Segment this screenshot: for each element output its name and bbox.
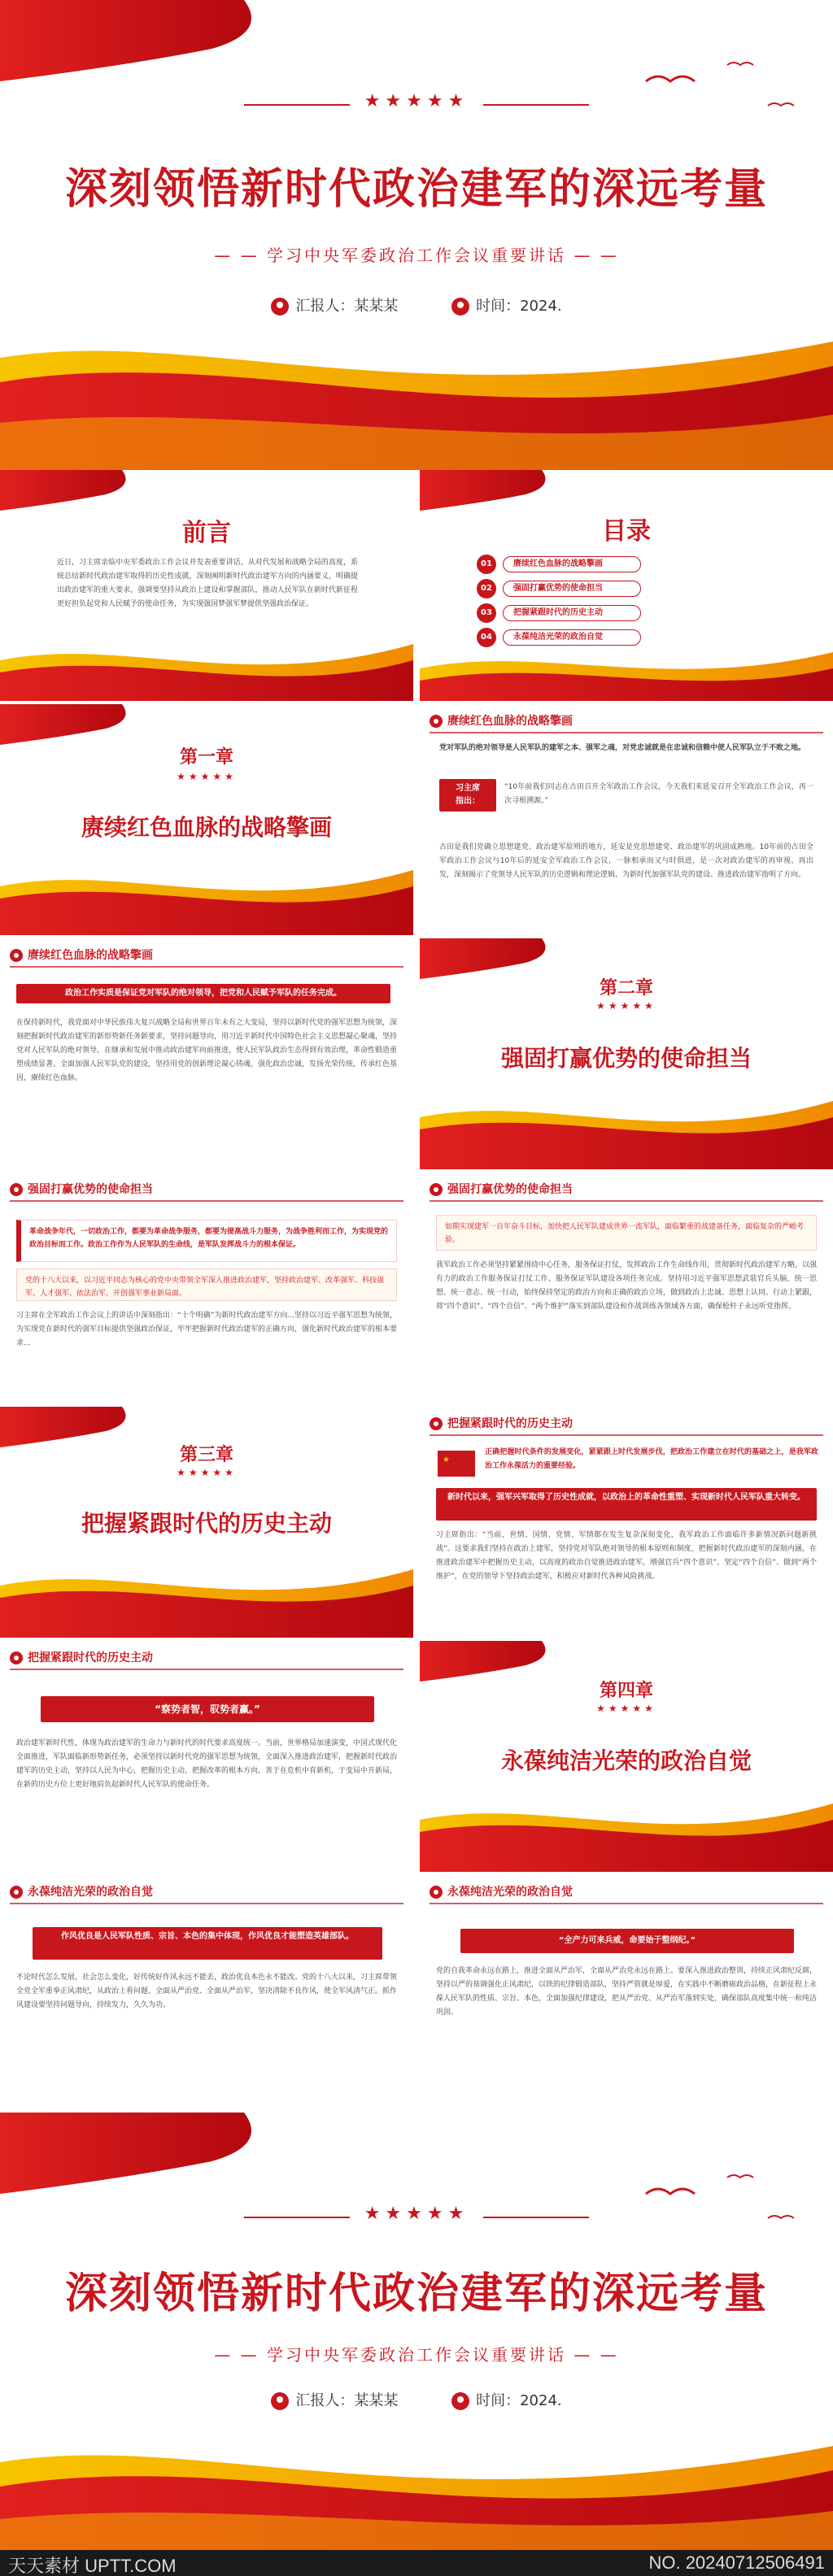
cover-meta (0, 294, 833, 315)
wave-decoration (420, 644, 833, 701)
quote-text: “10年前我们同志在古田召开全军政治工作会议，今天我们来延安召开全军政治工作会议，再一次寻根溯源。” (504, 783, 813, 805)
body-text: 习主席在全军政治工作会议上的讲话中深刻指出：“十个明确”为新时代政治建军方向...坚持以习近平强军思想为统领，为实现党在新时代的强军目标提供坚强政治保证，牢牢把握新时代政治建军的正确方向，强化新时代政治建军的根本要求... (16, 1312, 398, 1347)
cover-subtitle: — — 学习中央军委政治工作会议重要讲话 — — (214, 2345, 619, 2365)
red-flag-decoration (420, 470, 566, 511)
chapter4-cover (420, 1641, 833, 1872)
red-flag-decoration (0, 704, 146, 745)
reporter-text: 汇报人：某某某 (295, 2392, 399, 2409)
toc-label: 永葆纯洁光荣的政治自觉 (503, 629, 641, 646)
chapter-title: 强固打赢优势的使命担当 (500, 1045, 752, 1072)
chapter3-content-2 (0, 1641, 413, 1872)
divider (430, 1434, 823, 1436)
bullet-icon (430, 1886, 443, 1899)
chapter4-content-2 (420, 1875, 833, 2106)
chapter3-cover (0, 1407, 413, 1638)
section-header (10, 1181, 153, 1197)
clock-icon (451, 2392, 469, 2410)
body-text: 我军政治工作必须坚持紧紧围绕中心任务，服务保证打仗，发挥政治工作生命线作用，贯彻新时代政治建军方略，以强有力的政治工作服务保证打仗工作、服务保证军队建设各项任务完成。坚持用习近平强军思想武装官兵头脑，统一思想、统一意志、统一行动，始终保持坚定的政治方向和正确的政治立场，做到政治上忠诚、思想上认同、行动上紧跟，将“四个意识”、“四个自信”、“两个维护”落实到部队建设和作战训练各领域各方面，确保枪杆子永远听党指挥。 (436, 1261, 818, 1311)
red-flag-decoration (420, 1641, 566, 1682)
body-text: 政治建军新时代性，体现为政治建军的生命力与新时代的时代要求高度统一。当前，世界格局加速演变，中国式现代化全面推进，军队面临新形势新任务，必须坚持以新时代党的强军思想为统领，全面深入推进政治建军，把握新时代政治建军的历史主动，坚持以人民为中心，把握历史主动，把握改革的根本方向，善于在危机中育新机，于变局中开新局，在新的历史方位上更好地肩负起新时代人民军队的使命任务。 (16, 1739, 398, 1789)
section-header (430, 1181, 573, 1197)
toc-slide (420, 470, 833, 701)
chapter-title: 把握紧跟时代的历史主动 (81, 1510, 332, 1537)
banner: 新时代以来，强军兴军取得了历史性成就，以政治上的革命性重塑、实现新时代人民军队重大转变。 (436, 1488, 817, 1521)
section-label: 把握紧跟时代的历史主动 (447, 1417, 573, 1430)
body-text: 在保持新时代，我党面对中华民族伟大复兴战略全局和世界百年未有之大变局，坚持以新时代党的强军思想为统领，深刻把握新时代政治建军的新形势新任务新要求，坚持问题导向，用习近平新时代中国特色社会主义思想凝心聚魂，坚持党对人民军队的绝对领导，在继承和发展中推动政治建军向前推进，使人民军队政治生态得到有效治理，革命性锻造重塑成绩显著。全面加强人民军队党的建设，坚持用党的创新理论凝心铸魂，强化政治忠诚，发扬光荣传统，传承红色基因，赓续红色血脉。 (16, 1019, 398, 1082)
body-text: 党的自我革命永远在路上，推进全面从严治军，全面从严治党永远在路上。要深入推进政治整训，持续正风肃纪反腐，坚持以严的基调强化正风肃纪，以铁的纪律锻造部队，坚持严管就是厚爱，在实践中不断磨砺政治品格，在新征程上永葆人民军队的性质、宗旨、本色，全面加强纪律建设，把从严治党、从严治军落到实处，确保部队高度集中统一和纯洁巩固。 (436, 1967, 818, 2017)
banner-text: 党对军队的绝对领导是人民军队的建军之本、强军之魂，对党忠诚就是在忠诚和信赖中使人民军队立于不败之地。 (439, 744, 806, 752)
chapter1-content-2 (0, 938, 413, 1169)
banner: “全产力可来兵威，命要始于整纲纪。” (460, 1929, 794, 1953)
chapter-number: 第四章 (599, 1681, 653, 1701)
highlight-box: 如期实现建军一百年奋斗目标，加快把人民军队建成世界一流军队，面临繁重的战建备任务，面临复杂的严峻考验。 (436, 1215, 817, 1251)
chapter-number: 第一章 (179, 747, 233, 768)
bullet-icon (430, 1417, 443, 1430)
cover-title: 深刻领悟新时代政治建军的深远考量 (64, 2269, 768, 2318)
banner: “察势者智，驭势者赢。” (41, 1696, 374, 1722)
stars-row: ★★★★★ (177, 771, 237, 782)
divider (10, 1903, 403, 1904)
chapter2-cover (420, 938, 833, 1169)
stars-row: ★★★★★ (364, 91, 469, 111)
toc-label: 把握紧跟时代的历史主动 (503, 605, 641, 621)
section-header (10, 1883, 153, 1899)
reporter-text: 汇报人：某某某 (295, 298, 399, 315)
chapter-number: 第三章 (179, 1445, 233, 1465)
toc-number: 03 (477, 603, 496, 623)
red-flag-decoration (0, 0, 293, 81)
toc-title: 目录 (602, 517, 651, 546)
chapter2-content (0, 1173, 413, 1403)
preface-text: 近日，习主席亲临中央军委政治工作会议并发表重要讲话，从对代发展和战略全局的高度，系统总结新时代政治建军取得的历史性成就，深刻阐明新时代政治建军方向的内涵要义，明确提出政治建军的重大要求。强调要坚持从政治上建设和掌握部队，推动人民军队在新时代新征程更好担负起党和人民赋予的使命任务，为实现强国梦强军梦提供坚强政治保证。 (57, 559, 358, 608)
preface-slide (0, 470, 413, 701)
red-flag-decoration (420, 938, 566, 979)
toc-item[interactable] (477, 603, 778, 623)
divider (430, 1903, 823, 1904)
bullet-icon (10, 949, 23, 962)
section-header (430, 1883, 573, 1899)
time-text: 时间：2024. (476, 2392, 562, 2409)
section-label: 赓续红色血脉的战略擎画 (28, 949, 153, 962)
bullet-icon (10, 1886, 23, 1899)
section-label: 永葆纯洁光荣的政治自觉 (447, 1886, 573, 1899)
section-label: 赓续红色血脉的战略擎画 (447, 715, 573, 728)
divider (430, 732, 823, 733)
birds-decoration (630, 2161, 809, 2243)
section-header (430, 712, 573, 729)
bullet-icon (430, 715, 443, 728)
section-header (10, 946, 153, 963)
chapter1-content (420, 704, 833, 935)
stars-row: ★★★★★ (596, 1703, 656, 1714)
divider (10, 1200, 403, 1202)
watermark-footer (0, 2550, 833, 2576)
chapter2-content-2 (420, 1173, 833, 1403)
user-icon (271, 298, 289, 315)
highlight-box: 革命战争年代，一切政治工作，都要为革命战争服务，都要为提高战斗力服务，为战争胜利而工作，为实现党的政治目标而工作。政治工作作为人民军队的生命线，是军队发挥战斗力的根本保证。 (16, 1220, 397, 1262)
toc-number: 01 (477, 555, 496, 574)
chapter-number: 第二章 (599, 978, 653, 999)
stars-line-right (483, 2217, 589, 2218)
toc-item[interactable] (477, 579, 778, 598)
cover-slide (0, 0, 833, 470)
wave-decoration (0, 325, 833, 470)
chapter4-content (0, 1875, 413, 2106)
time-text: 时间：2024. (476, 298, 562, 315)
wave-decoration (420, 1093, 833, 1169)
red-flag-decoration (0, 470, 146, 511)
user-icon (271, 2392, 289, 2410)
section-label: 强固打赢优势的使命担当 (28, 1183, 153, 1196)
chapter1-cover (0, 704, 413, 935)
divider (10, 1669, 403, 1670)
wave-decoration (0, 1561, 413, 1638)
svg-text:★: ★ (443, 1456, 450, 1464)
toc-label: 强固打赢优势的使命担当 (503, 581, 641, 597)
section-header (10, 1649, 153, 1665)
wave-decoration (0, 862, 413, 935)
divider (430, 1200, 823, 1202)
wave-decoration (0, 636, 413, 701)
watermark-right: NO. 20240712506491 (648, 2552, 825, 2573)
preface-title: 前言 (182, 519, 231, 547)
wave-decoration (0, 2430, 833, 2550)
banner: 政治工作实质是保证党对军队的绝对领导，把党和人民赋予军队的任务完成。 (16, 984, 390, 1003)
highlight-text: 正确把握时代条件的发展变化，紧紧跟上时代发展步伐，把政治工作建立在时代的基础之上，是我军政治工作永葆活力的重要经验。 (485, 1448, 818, 1470)
stars-row: ★★★★★ (364, 2204, 469, 2224)
watermark-left: 天天素材 UPTT.COM (8, 2556, 177, 2576)
stars-row: ★★★★★ (177, 1467, 237, 1478)
chapter-title: 赓续红色血脉的战略擎画 (81, 814, 332, 841)
bullet-icon (10, 1183, 23, 1196)
closing-slide (0, 2113, 833, 2550)
birds-decoration (630, 49, 809, 130)
toc-item[interactable] (477, 555, 778, 574)
stars-row: ★★★★★ (596, 1000, 656, 1012)
cover-subtitle: — — 学习中央军委政治工作会议重要讲话 — — (214, 246, 619, 265)
toc-number: 04 (477, 628, 496, 647)
bullet-icon (10, 1651, 23, 1664)
section-label: 把握紧跟时代的历史主动 (28, 1651, 153, 1664)
stars-line-right (483, 104, 589, 106)
cover-meta (0, 2389, 833, 2410)
toc-label: 赓续红色血脉的战略擎画 (503, 556, 641, 572)
body-text: 习主席指出：“当前，世情、国情、党情、军情都在发生复杂深刻变化，我军政治工作面临许多新情况新问题新挑战”。这要求我们坚持在政治上建军，坚持党对军队绝对领导的根本原则和制度，把握新时代政治建军的深刻内涵，在推进政治建军中把握历史主动，以高度的政治自觉推进政治建军，增强官兵“四个意识”、坚定“四个自信”、做到“两个维护”，在党的领导下坚持政治建军，积极应对新时代各种风险挑战。 (436, 1531, 817, 1581)
section-header (430, 1415, 573, 1431)
red-flag-decoration (0, 2113, 293, 2194)
cover-title: 深刻领悟新时代政治建军的深远考量 (64, 165, 768, 214)
clock-icon (451, 298, 469, 315)
flag-icon (436, 1449, 477, 1482)
body-text: 不论时代怎么发展，社会怎么变化，好传统好作风永远不能丢，政治优良本色永不能改。党的十八大以来，习主席带领全党全军重拳正风肃纪，从政治上看问题、全面从严治党、全面从严治军，坚决清除不良作风，使全军风清气正。抓作风建设要坚持问题导向，持续发力，久久为功。 (16, 1973, 398, 2009)
body-text: 古田是我们党确立思想建党、政治建军原则的地方，延安是党思想建党、政治建军的巩固成熟地。10年前的古田全军政治工作会议与10年后的延安全军政治工作会议，一脉相承而又与时俱进，是一次对政治建军的再审视、再出发，深刻揭示了党领导人民军队的历史逻辑和理论逻辑，为新时代加强军队党的建设、推进政治建军指明了方向。 (439, 843, 813, 879)
highlight-box: 党的十八大以来，以习近平同志为核心的党中央带领全军深入推进政治建军，坚持政治建军、改革强军、科技强军、人才强军、依法治军，开创强军事业新局面。 (16, 1268, 397, 1301)
section-label: 永葆纯洁光荣的政治自觉 (28, 1886, 153, 1899)
chapter-title: 永葆纯洁光荣的政治自觉 (500, 1747, 752, 1774)
section-label: 强固打赢优势的使命担当 (447, 1183, 573, 1196)
quote-label: 习主席 指出： (439, 779, 496, 812)
banner: 作风优良是人民军队性质、宗旨、本色的集中体现，作风优良才能塑造英雄部队。 (33, 1927, 382, 1960)
divider (10, 966, 403, 968)
toc-number: 02 (477, 579, 496, 598)
bullet-icon (430, 1183, 443, 1196)
wave-decoration (420, 1795, 833, 1872)
chapter3-content (420, 1407, 833, 1638)
